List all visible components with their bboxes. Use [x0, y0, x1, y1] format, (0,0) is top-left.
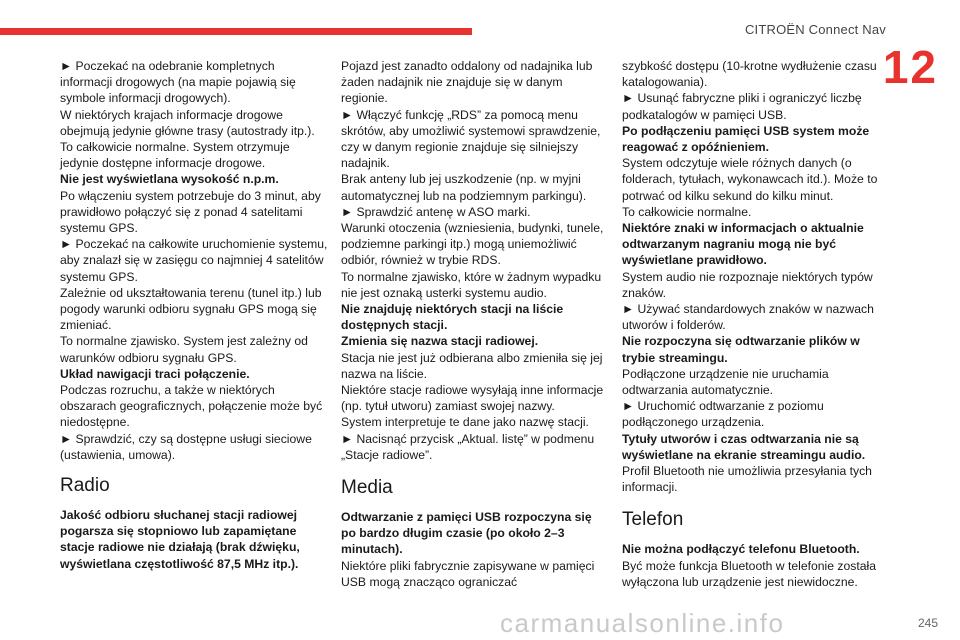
- paragraph: Pojazd jest zanadto oddalony od nadajnika lub żaden nadajnik nie znajduje się w danym regionie.: [341, 59, 593, 106]
- question-heading: Tytuły utworów i czas odtwarzania nie są wyświetlane na ekranie streamingu audio.: [622, 431, 866, 462]
- question-heading: Po podłączeniu pamięci USB system może reagować z opóźnieniem.: [622, 123, 870, 155]
- page-number: 245: [917, 616, 938, 630]
- paragraph: ► Używać standardowych znaków w nazwach utworów i folderów.: [622, 302, 874, 333]
- paragraph: To całkowicie normalne.: [622, 204, 752, 219]
- header-accent-bar: [0, 28, 472, 35]
- paragraph: ► Poczekać na całkowite uruchomienie systemu, aby znalazł się w zasięgu co najmniej 4 satelitów systemu GPS.: [60, 237, 328, 284]
- paragraph: Brak anteny lub jej uszkodzenie (np. w myjni automatycznej lub na podziemnym parkingu).: [341, 172, 587, 203]
- watermark: carmanualsonline.info: [500, 608, 785, 638]
- paragraph: To normalne zjawisko, które w żadnym wypadku nie jest oznaką usterki systemu audio.: [341, 269, 602, 300]
- paragraph: System odczytuje wiele różnych danych (o folderach, tytułach, wykonawcach itd.). Może to potrwać od kilku sekund do kilku minut.: [622, 156, 878, 203]
- column-3: [622, 58, 890, 590]
- column-1: [60, 58, 328, 572]
- paragraph: To normalne zjawisko. System jest zależny od warunków odbioru sygnału GPS.: [60, 334, 308, 365]
- column-2: [341, 58, 609, 590]
- paragraph: Podłączone urządzenie nie uruchamia odtwarzania automatycznie.: [622, 366, 829, 398]
- question-heading: Układ nawigacji traci połączenie.: [60, 366, 250, 381]
- paragraph: Być może funkcja Bluetooth w telefonie została wyłączona lub urządzenie jest niewidoczne.: [622, 558, 877, 589]
- paragraph: ► Sprawdzić, czy są dostępne usługi sieciowe (ustawienia, umowa).: [60, 431, 312, 462]
- section-heading-media: Media: [341, 477, 393, 499]
- question-heading: Odtwarzanie z pamięci USB rozpoczyna się po bardzo długim czasie (po około 2–3 minutach).: [341, 510, 592, 557]
- paragraph: System interpretuje te dane jako nazwę stacji.: [341, 415, 589, 430]
- question-heading: Nie można podłączyć telefonu Bluetooth.: [622, 542, 860, 557]
- paragraph: szybkość dostępu (10-krotne wydłużenie czasu katalogowania).: [622, 59, 877, 90]
- paragraph: ► Poczekać na odebranie kompletnych informacji drogowych (na mapie pojawią się symbole informacji drogowych).: [60, 59, 296, 106]
- paragraph: ► Włączyć funkcję „RDS” za pomocą menu skrótów, aby umożliwić systemowi sprawdzenie, czy w danym regionie znajduje się silniejszy nadajnik.: [341, 107, 601, 171]
- paragraph: ► Uruchomić odtwarzanie z poziomu podłączonego urządzenia.: [622, 399, 824, 430]
- header-title: CITROËN Connect Nav: [744, 22, 886, 37]
- question-heading: Niektóre znaki w informacjach o aktualnie odtwarzanym nagraniu mogą nie być wyświetlane prawidłowo.: [622, 221, 864, 268]
- paragraph: ► Sprawdzić antenę w ASO marki.: [341, 204, 531, 219]
- paragraph: ► Nacisnąć przycisk „Aktual. listę” w podmenu „Stacje radiowe”.: [341, 431, 595, 462]
- section-heading-radio: Radio: [60, 475, 110, 497]
- paragraph: To całkowicie normalne. System otrzymuje jedynie dostępne informacje drogowe.: [60, 140, 290, 171]
- paragraph: Podczas rozruchu, a także w niektórych obszarach geograficznych, połączenie może być niedostępne.: [60, 383, 323, 430]
- paragraph: W niektórych krajach informacje drogowe obejmują jedynie główne trasy (autostrady itp.).: [60, 107, 315, 138]
- question-heading: Nie znajduję niektórych stacji na liście dostępnych stacji.: [341, 302, 564, 333]
- question-heading: Jakość odbioru słuchanej stacji radiowej pogarsza się stopniowo lub zapamiętane stacje radiowe nie działają (brak dźwięku, wyświetlana częstotliwość 87,5 MHz itp.).: [60, 508, 300, 571]
- paragraph: Stacja nie jest już odbierana albo zmieniła się jej nazwa na liście.: [341, 350, 603, 381]
- paragraph: Profil Bluetooth nie umożliwia przesyłania tych informacji.: [622, 464, 872, 495]
- section-heading-telefon: Telefon: [622, 509, 684, 531]
- paragraph: Po włączeniu system potrzebuje do 3 minut, aby prawidłowo połączyć się z ponad 4 satelitami systemu GPS.: [60, 188, 321, 236]
- paragraph: System audio nie rozpoznaje niektórych typów znaków.: [622, 269, 873, 300]
- paragraph: Niektóre stacje radiowe wysyłają inne informacje (np. tytuł utworu) zamiast swojej nazwy.: [341, 383, 604, 414]
- question-heading: Nie jest wyświetlana wysokość n.p.m.: [60, 172, 279, 187]
- paragraph: Niektóre pliki fabrycznie zapisywane w pamięci USB mogą znacząco ograniczać: [341, 558, 595, 589]
- chapter-number: 12: [882, 41, 938, 93]
- paragraph: Warunki otoczenia (wzniesienia, budynki, tunele, podziemne parkingi itp.) mogą uniemożliwić odbiór, również w trybie RDS.: [341, 221, 604, 268]
- question-heading: Zmienia się nazwa stacji radiowej.: [341, 334, 539, 349]
- paragraph: Zależnie od ukształtowania terenu (tunel itp.) lub pogody warunki odbioru sygnału GPS mogą się zmieniać.: [60, 285, 322, 333]
- paragraph: ► Usunąć fabryczne pliki i ograniczyć liczbę podkatalogów w pamięci USB.: [622, 91, 862, 122]
- question-heading: Nie rozpoczyna się odtwarzanie plików w trybie streamingu.: [622, 334, 860, 365]
